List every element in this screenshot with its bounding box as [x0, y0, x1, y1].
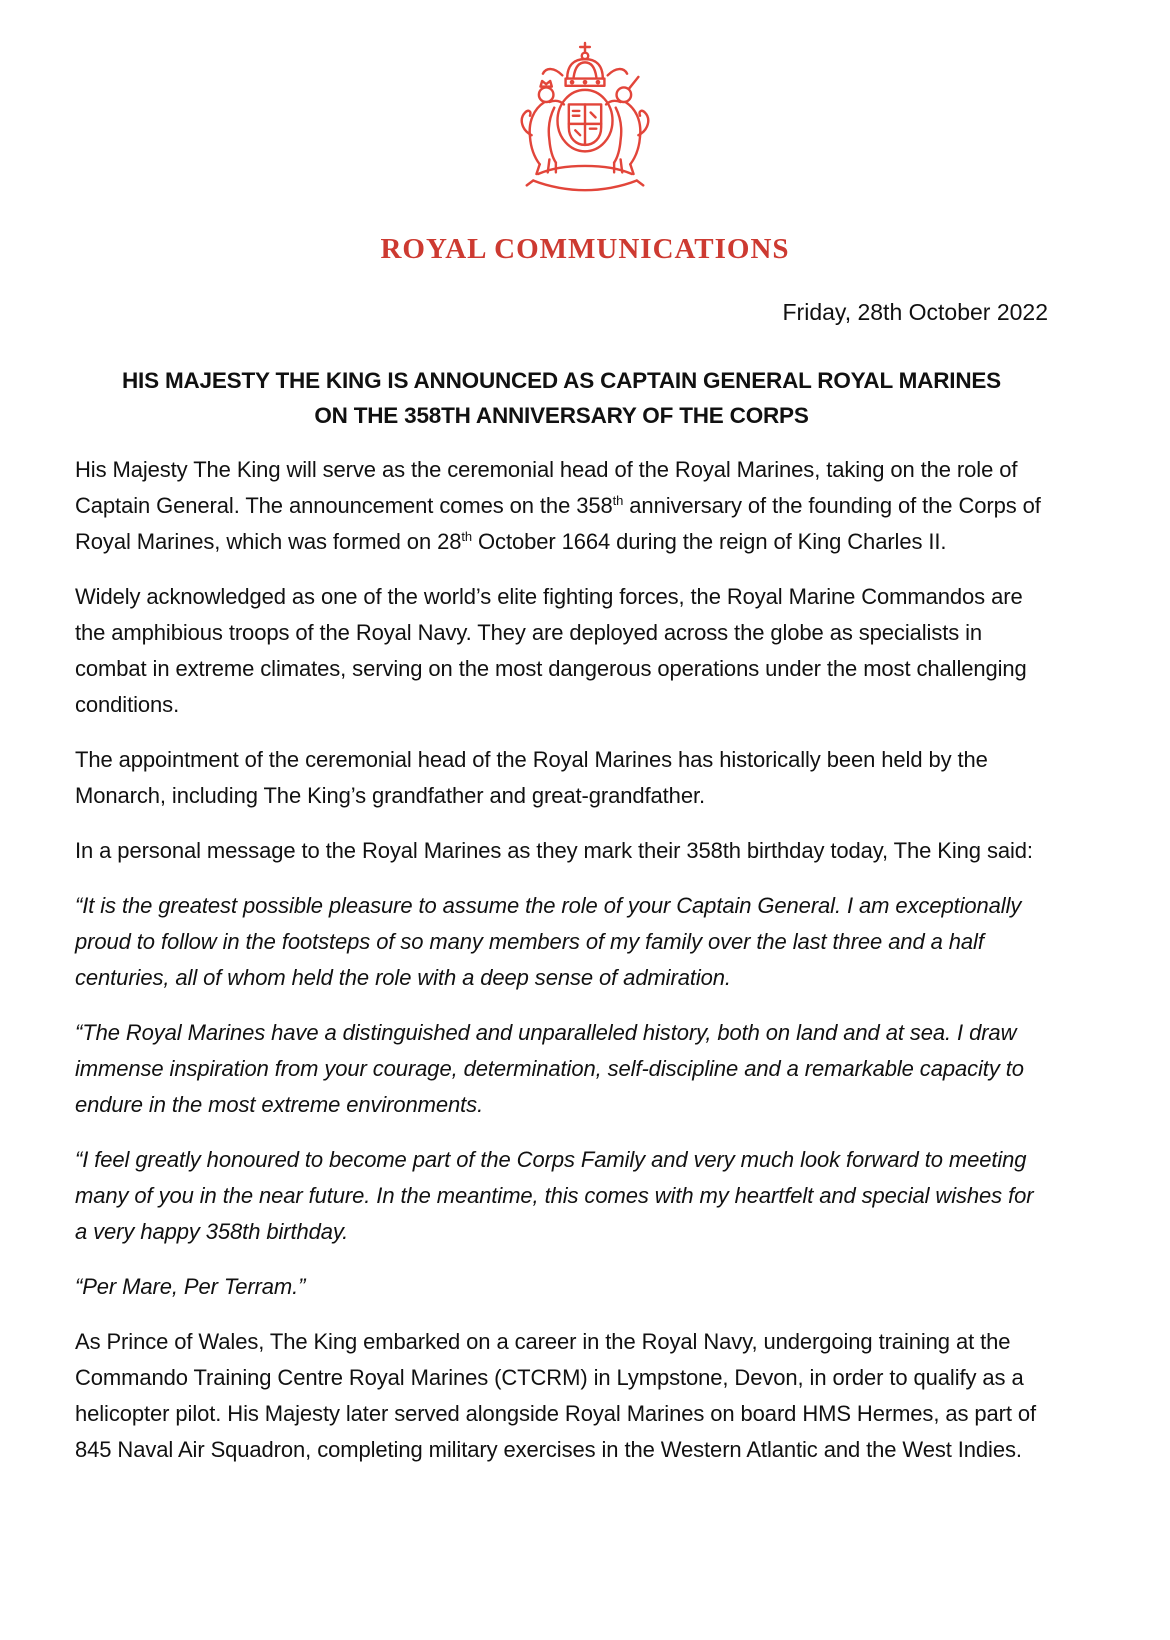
headline-line-2: ON THE 358TH ANNIVERSARY OF THE CORPS [314, 403, 809, 428]
brand-title: ROYAL COMMUNICATIONS [380, 233, 790, 265]
document-header [0, 0, 1170, 265]
quote-history: “The Royal Marines have a distinguished and unparalleled history, both on land and at sea. I draw immense inspiration from your courage, determination, self-discipline and a remarkable capacity to endure in the most extreme environments. [75, 1020, 1024, 1117]
paragraph-intro [75, 452, 1048, 560]
headline-line-1: HIS MAJESTY THE KING IS ANNOUNCED AS CAPTAIN GENERAL ROYAL MARINES [122, 368, 1001, 393]
ordinal-superscript-28th: th [461, 529, 473, 544]
paragraph-appointment: The appointment of the ceremonial head of the Royal Marines has historically been held by the Monarch, including The King’s grandfather and great-grandfather. [75, 747, 988, 808]
quote-corps-family: “I feel greatly honoured to become part of the Corps Family and very much look forward to meeting many of you in the near future. In the meantime, this comes with my heartfelt and special wishes for a very happy 358th birthday. [75, 1147, 1034, 1244]
paragraph-commandos: Widely acknowledged as one of the world’s elite fighting forces, the Royal Marine Commandos are the amphibious troops of the Royal Navy. They are deployed across the globe as specialists in combat in extreme climates, serving on the most dangerous operations under the most challenging conditions. [75, 584, 1027, 717]
quote-captain-general: “It is the greatest possible pleasure to assume the role of your Captain General. I am exceptionally proud to follow in the footsteps of so many members of my family over the last three and a half centuries, all of whom held the role with a deep sense of admiration. [75, 893, 1022, 990]
paragraph-intro-segment-3: October 1664 during the reign of King Charles II. [472, 529, 947, 554]
paragraph-intro-segment-1: His Majesty The King will serve as the ceremonial head of the Royal Marines, taking on the role of Captain General. The announcement comes on the 358 [75, 457, 1018, 518]
headline [75, 363, 1048, 433]
paragraph-career: As Prince of Wales, The King embarked on a career in the Royal Navy, undergoing training at the Commando Training Centre Royal Marines (CTCRM) in Lympstone, Devon, in order to qualify as a helicopter pilot. His Majesty later served alongside Royal Marines on board HMS Hermes, as part of 845 Naval Air Squadron, completing military exercises in the Western Atlantic and the West Indies. [75, 1329, 1037, 1462]
paragraph-message-intro: In a personal message to the Royal Marines as they mark their 358th birthday today, The King said: [75, 838, 1033, 863]
date-line: Friday, 28th October 2022 [782, 299, 1048, 325]
royal-coat-of-arms-icon [496, 38, 674, 200]
motto-per-mare-per-terram: “Per Mare, Per Terram.” [75, 1274, 306, 1299]
document-body [75, 297, 1048, 1468]
paragraph-intro-segment-2: anniversary of the founding of the Corps of Royal Marines, which was formed on 28 [75, 493, 1041, 554]
ordinal-superscript-358th: th [612, 493, 624, 508]
